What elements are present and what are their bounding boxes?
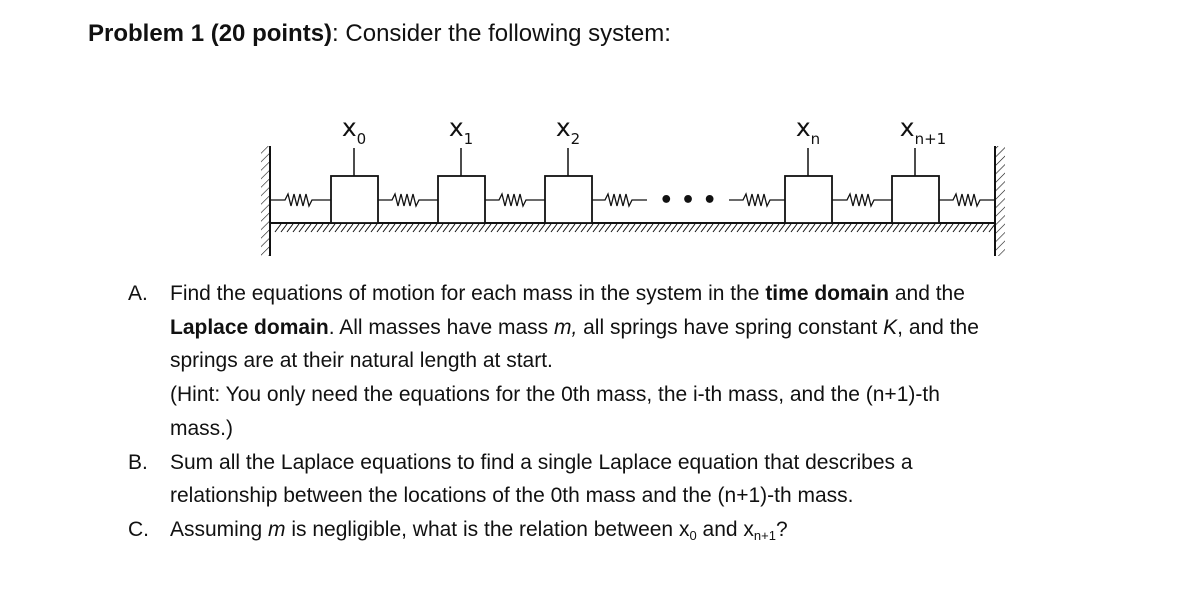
label-xn-sub: n <box>810 130 821 148</box>
part-a-letter: A. <box>128 282 148 305</box>
part-b-line-1: Sum all the Laplace equations to find a single Laplace equation that describes a <box>170 450 913 474</box>
problem-number: Problem 1 (20 points) <box>88 20 333 47</box>
part-c <box>128 513 1138 547</box>
label-x2-sub: 2 <box>570 130 581 148</box>
mass-labels <box>342 113 946 148</box>
svg-text:x2 <box>556 113 580 148</box>
label-x2-base: x <box>555 113 571 142</box>
label-xn1-sub: n+1 <box>914 130 947 148</box>
spring-dots-n <box>729 194 785 206</box>
label-x0-base: x <box>341 113 357 142</box>
spring-mass-diagram <box>255 108 1025 266</box>
part-a-hint-end: mass.) <box>170 416 233 440</box>
svg-text:xn+1 <box>900 113 946 148</box>
part-b <box>128 446 1138 513</box>
spring-wall-0 <box>270 194 331 206</box>
label-x0-sub: 0 <box>356 130 367 148</box>
part-a-line-1: Find the equations of motion for each mass in the system in the time domain and the <box>170 282 965 305</box>
spring-0-1 <box>378 194 438 206</box>
label-x1-base: x <box>448 113 464 142</box>
problem-parts <box>128 277 1138 547</box>
label-x1-sub: 1 <box>463 130 474 148</box>
right-wall <box>995 146 1005 256</box>
ground <box>270 223 995 232</box>
problem-title <box>88 18 671 50</box>
part-a-hint: (Hint: You only need the equations for the 0th mass, the i-th mass, and the (n+1)-th <box>170 383 940 407</box>
part-a-line-2: Laplace domain. All masses have mass m, all springs have spring constant K, and the <box>170 315 979 339</box>
left-wall <box>261 146 270 256</box>
ellipsis: • • • <box>659 188 717 213</box>
mass-1 <box>438 176 485 223</box>
spring-n-n1 <box>832 194 892 206</box>
position-markers <box>354 148 915 176</box>
svg-text:x1 <box>449 113 473 148</box>
part-b-letter: B. <box>128 450 148 474</box>
part-a <box>128 277 1138 446</box>
part-a-line-3: springs are at their natural length at start. <box>170 349 553 373</box>
part-c-letter: C. <box>128 517 149 541</box>
spring-1-2 <box>485 194 545 206</box>
mass-n1 <box>892 176 939 223</box>
part-b-line-2: relationship between the locations of the 0th mass and the (n+1)-th mass. <box>170 484 854 508</box>
mass-0 <box>331 176 378 223</box>
mass-n <box>785 176 832 223</box>
svg-text:xn <box>796 113 820 148</box>
svg-text:x0 <box>342 113 366 148</box>
part-c-line-1: Assuming m is negligible, what is the relation between $x_0$ and $x_{n+1}$? <box>170 517 788 543</box>
spring-n1-wall <box>939 194 995 206</box>
label-xn1-base: x <box>899 113 915 142</box>
spring-2-dots <box>592 194 647 206</box>
mass-2 <box>545 176 592 223</box>
label-xn-base: x <box>795 113 811 142</box>
problem-intro: : Consider the following system: <box>332 20 671 47</box>
